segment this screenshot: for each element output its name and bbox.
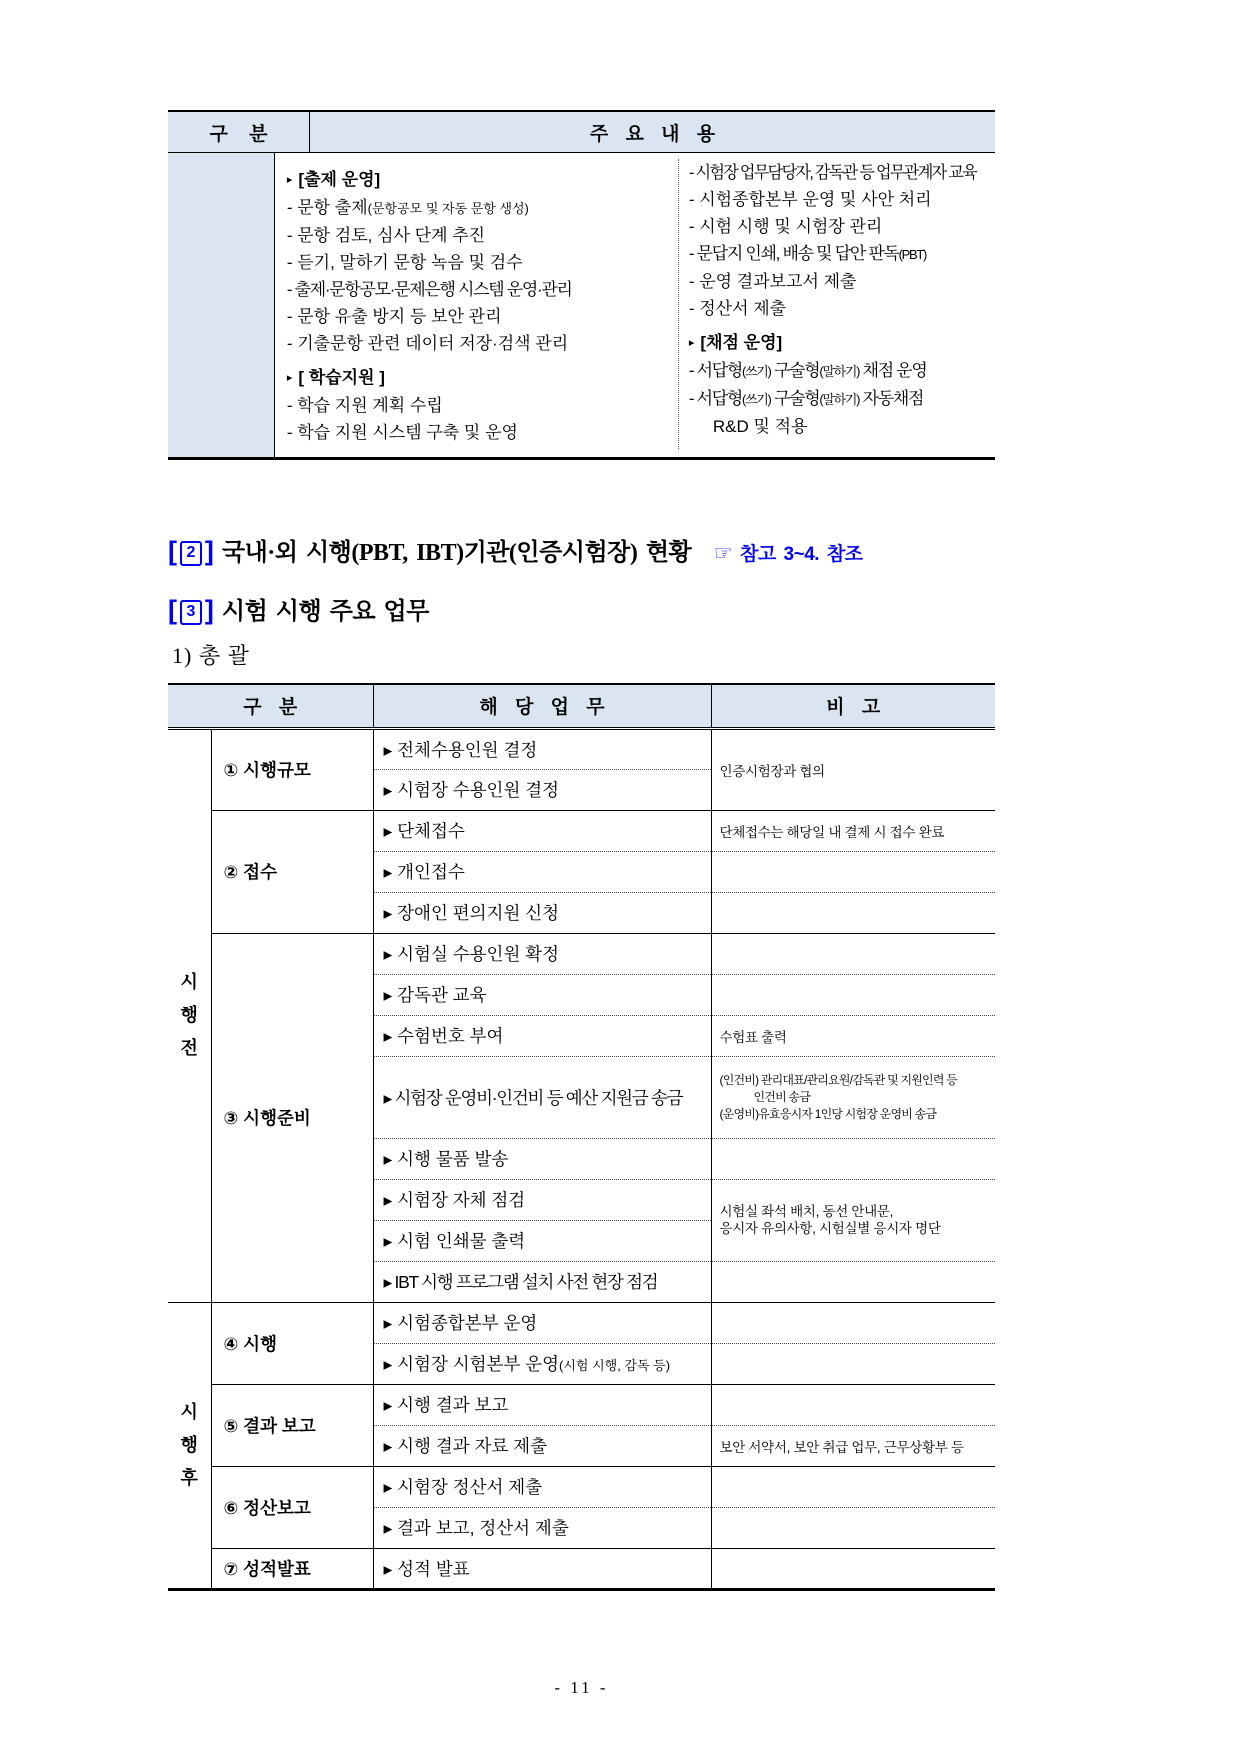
note-cell: 인증시험장과 협의 — [711, 728, 995, 810]
pointer-hand-icon: ☞ — [713, 541, 733, 565]
subsection-heading: 1) 총 괄 — [172, 643, 250, 668]
note-cell: (인건비) 관리대표/관리요원/감독관 및 지원인력 등 인건비 송금 (운영비)유효응시자 1인당 시험장 운영비 송금 — [711, 1056, 995, 1138]
overview-table-body — [168, 153, 995, 457]
list-item: - 문항 유출 방지 등 보안 관리 — [286, 307, 502, 326]
table-row — [168, 1548, 995, 1589]
list-item: - 시험 시행 및 시험장 관리 — [688, 217, 883, 236]
task-cell: ▸ 개인접수 — [373, 851, 711, 892]
content-right-column — [679, 159, 995, 449]
content-cell — [275, 153, 995, 457]
note-cell — [711, 1548, 995, 1589]
list-item: ▸ [ 학습지원 ] — [286, 368, 385, 387]
category-cell: ⑤ 결과 보고 — [211, 1384, 373, 1466]
task-cell: ▸ 시행 결과 보고 — [373, 1384, 711, 1425]
note-cell — [711, 933, 995, 974]
list-item: - 문답지 인쇄, 배송 및 답안 판독(PBT) — [688, 244, 927, 263]
list-item: - 학습 지원 계획 수립 — [286, 396, 443, 415]
table-row — [168, 728, 995, 769]
table-row — [168, 810, 995, 851]
note-cell — [711, 1302, 995, 1343]
overview-table — [168, 110, 995, 460]
task-cell: ▸ 결과 보고, 정산서 제출 — [373, 1507, 711, 1548]
note-cell: 보안 서약서, 보안 취급 업무, 근무상황부 등 — [711, 1425, 995, 1466]
category-cell: ① 시행규모 — [211, 728, 373, 810]
stage-cell-pre — [168, 728, 211, 1302]
note-cell — [711, 974, 995, 1015]
stage-label: 시행전 — [180, 972, 198, 1058]
task-cell: ▸ 감독관 교육 — [373, 974, 711, 1015]
bracket-close: ] — [204, 595, 214, 625]
category-cell: ③ 시행준비 — [211, 933, 373, 1302]
group-cell-empty — [168, 153, 275, 457]
task-cell: ▸ 시행 물품 발송 — [373, 1138, 711, 1179]
page-content — [168, 110, 995, 1591]
header-cell-group: 구 분 — [168, 112, 310, 152]
table-row — [168, 933, 995, 974]
bracket-open: [ — [168, 595, 177, 625]
table-row — [168, 1466, 995, 1507]
note-cell — [711, 851, 995, 892]
note-cell — [711, 892, 995, 933]
table-row — [168, 1302, 995, 1343]
list-item: R&D 및 적용 — [712, 417, 808, 436]
list-item: - 시험장 업무담당자, 감독관 등 업무관계자 교육 — [688, 163, 976, 182]
list-item: - 듣기, 말하기 문항 녹음 및 검수 — [286, 253, 523, 272]
list-item: - 학습 지원 시스템 구축 및 운영 — [286, 423, 518, 442]
task-cell: ▸ 시험장 운영비·인건비 등 예산 지원금 송금 — [373, 1056, 711, 1138]
list-item: - 문항 검토, 심사 단계 추진 — [286, 226, 486, 245]
task-cell: ▸ 전체수용인원 결정 — [373, 728, 711, 769]
note-cell: 단체접수는 해당일 내 결제 시 접수 완료 — [711, 810, 995, 851]
list-item: - 서답형(쓰기) 구술형(말하기) 자동채점 — [688, 389, 924, 408]
section-title: 시험 시행 주요 업무 — [221, 599, 429, 625]
content-left-column — [275, 159, 679, 449]
header-cell-group: 구 분 — [168, 684, 373, 728]
list-item: - 시험종합본부 운영 및 사안 처리 — [688, 190, 932, 209]
list-item: - 서답형(쓰기) 구술형(말하기) 채점 운영 — [688, 361, 927, 380]
section-number-box: 3 — [180, 600, 202, 625]
list-item: - 기출문항 관련 데이터 저장·검색 관리 — [286, 334, 569, 353]
list-item: ▸ [채점 운영] — [688, 333, 783, 352]
task-cell: ▸ 시행 결과 자료 제출 — [373, 1425, 711, 1466]
list-item: - 정산서 제출 — [688, 299, 787, 318]
bracket-open: [ — [168, 536, 177, 566]
section-heading-2 — [168, 532, 995, 567]
stage-cell-post — [168, 1302, 211, 1589]
note-cell — [711, 1507, 995, 1548]
section-number-box: 2 — [180, 541, 202, 566]
table-row — [168, 1384, 995, 1425]
note-cell — [711, 1261, 995, 1302]
section-heading-3 — [168, 591, 995, 626]
section-title: 국내·외 시행(PBT, IBT)기관(인증시험장) 현황 — [221, 540, 692, 566]
stage-label: 시행후 — [180, 1401, 198, 1488]
category-cell: ⑥ 정산보고 — [211, 1466, 373, 1548]
table-header-row — [168, 684, 995, 728]
task-cell: ▸ 시험장 수용인원 결정 — [373, 769, 711, 810]
note-cell — [711, 1466, 995, 1507]
note-cell — [711, 1343, 995, 1384]
list-item: - 출제·문항공모·문제은행 시스템 운영·관리 — [286, 280, 572, 299]
task-cell: ▸ 시험장 정산서 제출 — [373, 1466, 711, 1507]
task-cell: ▸ 수험번호 부여 — [373, 1015, 711, 1056]
category-cell: ② 접수 — [211, 810, 373, 933]
task-cell: ▸ 시험실 수용인원 확정 — [373, 933, 711, 974]
task-cell: ▸ 시험종합본부 운영 — [373, 1302, 711, 1343]
note-cell — [711, 1138, 995, 1179]
header-cell-note: 비 고 — [711, 684, 995, 728]
header-cell-content: 주 요 내 용 — [589, 123, 722, 145]
list-item: - 문항 출제(문항공모 및 자동 문항 생성) — [286, 198, 529, 217]
task-table — [168, 683, 995, 1591]
task-cell: ▸ 성적 발표 — [373, 1548, 711, 1589]
bracket-close: ] — [204, 536, 214, 566]
header-cell-task: 해 당 업 무 — [373, 684, 711, 728]
list-item: - 운영 결과보고서 제출 — [688, 272, 857, 291]
note-cell: 시험실 좌석 배치, 동선 안내문, 응시자 유의사항, 시험실별 응시자 명단 — [711, 1179, 995, 1261]
note-cell: 수험표 출력 — [711, 1015, 995, 1056]
category-cell: ④ 시행 — [211, 1302, 373, 1384]
task-cell: ▸ 시험장 시험본부 운영(시험 시행, 감독 등) — [373, 1343, 711, 1384]
overview-table-header — [168, 112, 995, 153]
task-cell: ▸ 시험장 자체 점검 — [373, 1179, 711, 1220]
reference-link-text: 참고 3~4. 참조 — [740, 544, 863, 565]
task-cell: ▸ 시험 인쇄물 출력 — [373, 1220, 711, 1261]
task-cell: ▸ 장애인 편의지원 신청 — [373, 892, 711, 933]
task-cell: ▸ 단체접수 — [373, 810, 711, 851]
list-item: ▸ [출제 운영] — [286, 170, 381, 189]
task-cell: ▸ IBT 시행 프로그램 설치 사전 현장 점검 — [373, 1261, 711, 1302]
note-cell — [711, 1384, 995, 1425]
category-cell: ⑦ 성적발표 — [211, 1548, 373, 1589]
page-number: - 11 - — [554, 1678, 609, 1697]
